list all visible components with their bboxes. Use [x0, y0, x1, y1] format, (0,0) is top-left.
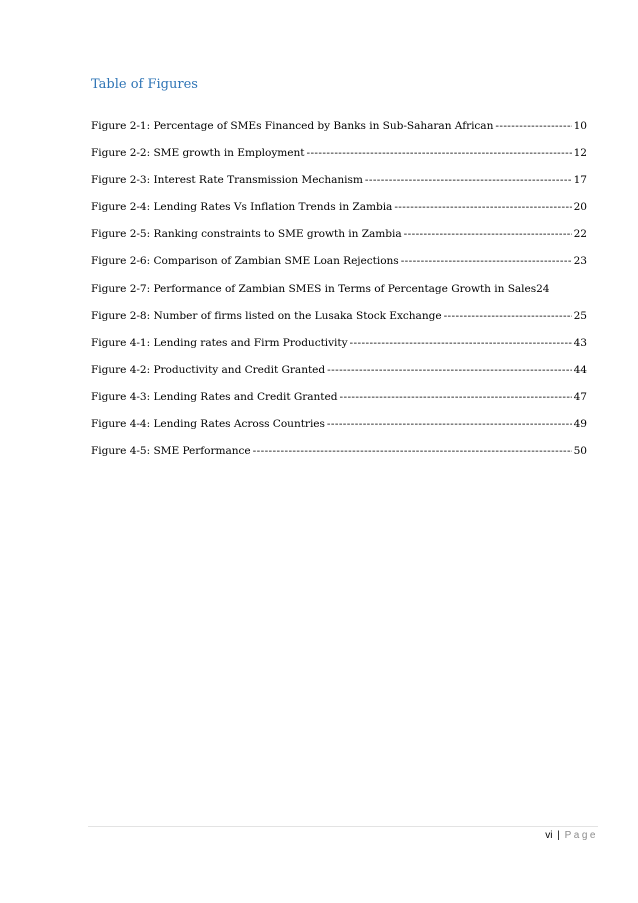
toc-entry[interactable] [91, 200, 587, 227]
toc-entry-page: 50 [573, 445, 587, 458]
toc-entry[interactable] [91, 146, 587, 173]
toc-entry-label: Figure 2-1: Percentage of SMEs Financed by Banks in Sub-Saharan African [91, 120, 494, 132]
toc-entry-label: Figure 2-3: Interest Rate Transmission Mechanism [91, 174, 363, 187]
toc-entry-page: 24 [536, 282, 550, 295]
footer-divider [88, 826, 598, 827]
toc-entry-page: 47 [573, 390, 587, 403]
toc-entry-page: 17 [573, 174, 587, 187]
toc-entry[interactable] [91, 309, 587, 336]
footer-page-number: vi [545, 830, 553, 841]
toc-entry[interactable] [91, 390, 587, 417]
toc-entry[interactable] [91, 417, 587, 444]
toc-entry-label: Figure 4-5: SME Performance [91, 445, 251, 458]
toc-dot-leader [365, 173, 572, 187]
toc-entry-page: 12 [573, 147, 587, 160]
toc-entry[interactable] [91, 227, 587, 254]
toc-entry-label: Figure 2-5: Ranking constraints to SME growth in Zambia [91, 228, 402, 241]
toc-dot-leader [495, 119, 571, 133]
toc-dot-leader [404, 227, 572, 241]
toc-entry-page: 44 [573, 363, 587, 376]
toc-entry-label: Figure 4-4: Lending Rates Across Countries [91, 418, 325, 431]
toc-entry[interactable] [91, 282, 587, 309]
toc-dot-leader [444, 309, 572, 323]
toc-entry-label: Figure 2-6: Comparison of Zambian SME Loan Rejections [91, 255, 399, 268]
toc-entry-label: Figure 4-2: Productivity and Credit Granted [91, 363, 326, 376]
footer-page-word: Page [564, 830, 598, 841]
footer-separator: | [557, 830, 560, 841]
toc-entry[interactable] [91, 363, 587, 390]
toc-entry[interactable] [91, 444, 587, 471]
toc-entry-page: 10 [573, 120, 587, 132]
toc-entry[interactable] [91, 254, 587, 281]
toc-entry-label: Figure 2-8: Number of firms listed on the Lusaka Stock Exchange [91, 309, 442, 322]
toc-entry-label: Figure 4-3: Lending Rates and Credit Granted [91, 390, 338, 403]
toc-dot-leader [253, 444, 572, 458]
toc-entry-label: Figure 2-7: Performance of Zambian SMES in Terms of Percentage Growth in Sales [91, 282, 537, 295]
toc-dot-leader [401, 254, 572, 268]
toc-dot-leader [350, 336, 572, 350]
toc-entry-page: 23 [573, 255, 587, 268]
toc-entry-page: 20 [573, 201, 587, 214]
page-footer [545, 830, 598, 841]
toc-entry-page: 49 [573, 418, 587, 431]
table-of-figures-list [91, 119, 587, 471]
toc-dot-leader [327, 417, 572, 431]
toc-dot-leader [394, 200, 571, 214]
toc-entry-label: Figure 4-1: Lending rates and Firm Productivity [91, 336, 348, 349]
toc-entry-page: 43 [573, 336, 587, 349]
toc-entry[interactable] [91, 173, 587, 200]
toc-dot-leader [306, 146, 571, 160]
toc-entry-label: Figure 2-2: SME growth in Employment [91, 147, 305, 160]
toc-entry-page: 25 [573, 309, 587, 322]
toc-dot-leader [339, 390, 571, 404]
toc-entry[interactable] [91, 336, 587, 363]
toc-entry-page: 22 [573, 228, 587, 241]
toc-dot-leader [327, 363, 571, 377]
toc-entry-label: Figure 2-4: Lending Rates Vs Inflation Trends in Zambia [91, 201, 393, 214]
table-of-figures-heading: Table of Figures [91, 77, 198, 92]
toc-entry[interactable] [91, 119, 587, 146]
